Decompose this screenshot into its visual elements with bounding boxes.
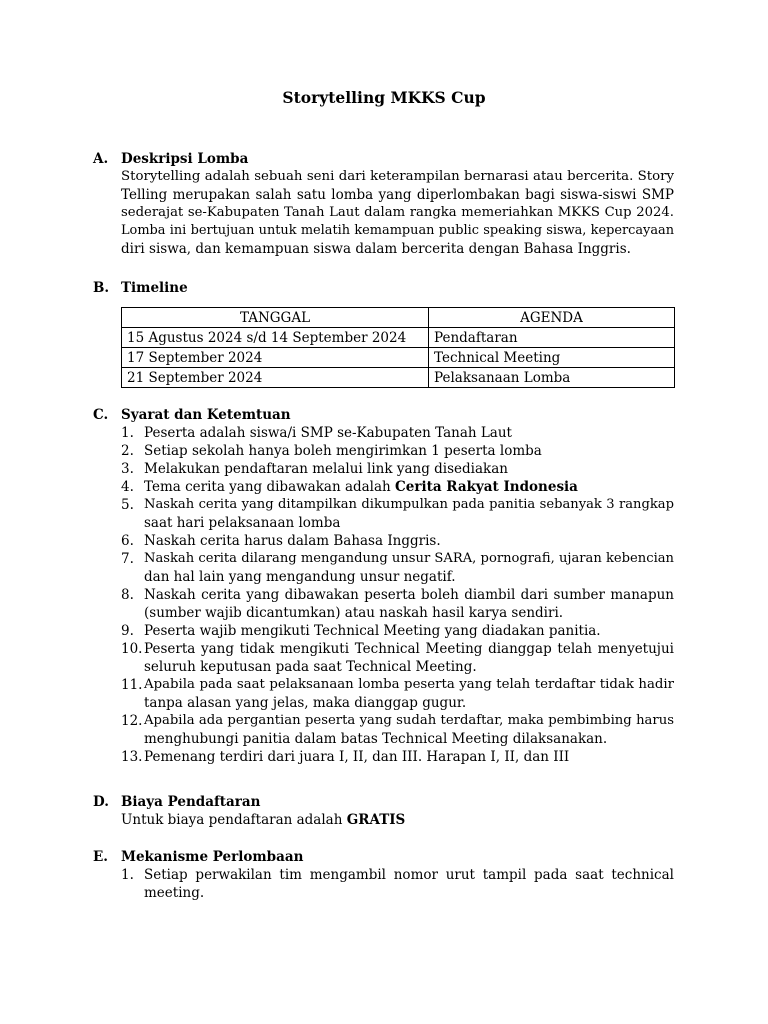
list-item — [121, 442, 674, 460]
table-cell-date: 17 September 2024 — [122, 348, 429, 368]
description-line: Lomba ini bertujuan untuk melatih kemampuan public speaking siswa, kepercayaan — [121, 223, 674, 238]
section-a-letter: A. — [93, 151, 109, 167]
list-item — [121, 532, 674, 550]
description-line: sederajat se-Kabupaten Tanah Laut dalam rangka memeriahkan MKKS Cup 2024. — [121, 205, 674, 220]
list-item-text: menghubungi panitia dalam batas Technical Meeting dilaksanakan. — [144, 731, 608, 747]
section-e-heading: Mekanisme Perlombaan — [121, 849, 304, 865]
section-e-letter: E. — [93, 849, 108, 865]
list-item-text: Apabila ada pergantian peserta yang sudah terdaftar, maka pembimbing harus — [144, 713, 674, 728]
list-number: 6. — [121, 533, 134, 549]
registration-fee-text — [121, 811, 674, 829]
list-item-text: Apabila pada saat pelaksanaan lomba peserta yang telah terdaftar tidak hadir — [144, 677, 674, 692]
table-header-cell: TANGGAL — [122, 308, 429, 328]
story-theme-bold: Cerita Rakyat Indonesia — [395, 479, 578, 495]
document-title: Storytelling MKKS Cup — [282, 88, 486, 107]
list-number: 12. — [121, 713, 143, 729]
table-header-row — [122, 308, 675, 328]
section-b-heading: Timeline — [121, 280, 188, 296]
table-header-cell: AGENDA — [429, 308, 675, 328]
list-item — [121, 622, 674, 640]
list-item — [121, 496, 674, 532]
list-item-text: Setiap sekolah hanya boleh mengirimkan 1 peserta lomba — [144, 443, 542, 459]
section-d-letter: D. — [93, 794, 109, 810]
list-item-text: seluruh keputusan pada saat Technical Meeting. — [144, 659, 477, 675]
list-item-text: Naskah cerita harus dalam Bahasa Inggris. — [144, 533, 441, 549]
list-item-text: Setiap perwakilan tim mengambil nomor urut tampil pada saat technical — [144, 867, 674, 883]
list-item-text: Peserta yang tidak mengikuti Technical Meeting dianggap telah menyetujui — [144, 641, 674, 657]
fee-text-bold: GRATIS — [346, 812, 406, 828]
list-item — [121, 748, 674, 766]
table-cell-date: 21 September 2024 — [122, 368, 429, 388]
list-number: 9. — [121, 623, 134, 639]
list-number: 3. — [121, 461, 134, 477]
list-item — [121, 460, 674, 478]
list-item-text: Pemenang terdiri dari juara I, II, dan III. Harapan I, II, dan III — [144, 749, 570, 765]
table-cell-agenda: Technical Meeting — [429, 348, 675, 368]
table-row — [122, 328, 675, 348]
list-number: 1. — [121, 867, 134, 883]
list-item — [121, 478, 674, 496]
table-row — [122, 368, 675, 388]
list-item-text: Melakukan pendaftaran melalui link yang disediakan — [144, 461, 508, 477]
table-cell-agenda: Pelaksanaan Lomba — [429, 368, 675, 388]
list-item-text: Naskah cerita yang ditampilkan dikumpulkan pada panitia sebanyak 3 rangkap — [144, 497, 674, 512]
list-number: 8. — [121, 587, 134, 603]
timeline-table — [121, 307, 675, 388]
section-c-heading: Syarat dan Ketemtuan — [121, 407, 291, 423]
list-number: 13. — [121, 749, 143, 765]
list-item-text: Naskah cerita yang dibawakan peserta boleh diambil dari sumber manapun — [144, 587, 674, 603]
description-line: Storytelling adalah sebuah seni dari keterampilan bernarasi atau bercerita. Story — [121, 169, 674, 184]
list-item-text: (sumber wajib dicantumkan) atau naskah hasil karya sendiri. — [144, 605, 564, 621]
list-item-text: Peserta wajib mengikuti Technical Meeting yang diadakan panitia. — [144, 623, 601, 639]
section-b-letter: B. — [93, 280, 110, 296]
list-number: 2. — [121, 443, 134, 459]
list-number: 7. — [121, 551, 134, 567]
requirements-list — [121, 424, 674, 766]
list-item-text: dan hal lain yang mengandung unsur negatif. — [144, 569, 456, 585]
list-item — [121, 676, 674, 712]
fee-text-prefix: Untuk biaya pendaftaran adalah — [121, 812, 347, 828]
list-number: 10. — [121, 641, 143, 657]
list-item-text: tanpa alasan yang jelas, maka dianggap gugur. — [144, 695, 467, 711]
list-item — [121, 550, 674, 586]
list-number: 11. — [121, 677, 143, 693]
list-number: 1. — [121, 425, 134, 441]
list-item-text: meeting. — [144, 885, 205, 901]
table-cell-agenda: Pendaftaran — [429, 328, 675, 348]
description-line: diri siswa, dan kemampuan siswa dalam bercerita dengan Bahasa Inggris. — [121, 241, 631, 257]
list-item-text: Tema cerita yang dibawakan adalah — [144, 479, 396, 495]
description-line: Telling merupakan salah satu lomba yang diperlombakan bagi siswa-siswi SMP — [121, 187, 674, 203]
list-item — [121, 424, 674, 442]
section-a-heading: Deskripsi Lomba — [121, 151, 249, 167]
list-number: 4. — [121, 479, 134, 495]
list-item — [121, 866, 674, 902]
list-item-text: Naskah cerita dilarang mengandung unsur SARA, pornografi, ujaran kebencian — [144, 551, 674, 566]
list-number: 5. — [121, 497, 134, 513]
list-item — [121, 640, 674, 676]
list-item — [121, 586, 674, 622]
list-item-text: saat hari pelaksanaan lomba — [144, 515, 341, 531]
section-d-heading: Biaya Pendaftaran — [121, 794, 261, 810]
table-cell-date: 15 Agustus 2024 s/d 14 September 2024 — [122, 328, 429, 348]
table-row — [122, 348, 675, 368]
list-item — [121, 712, 674, 748]
list-item-text: Peserta adalah siswa/i SMP se-Kabupaten Tanah Laut — [144, 425, 512, 441]
section-c-letter: C. — [93, 407, 109, 423]
section-a-description — [121, 168, 674, 258]
mechanism-list — [121, 866, 674, 902]
